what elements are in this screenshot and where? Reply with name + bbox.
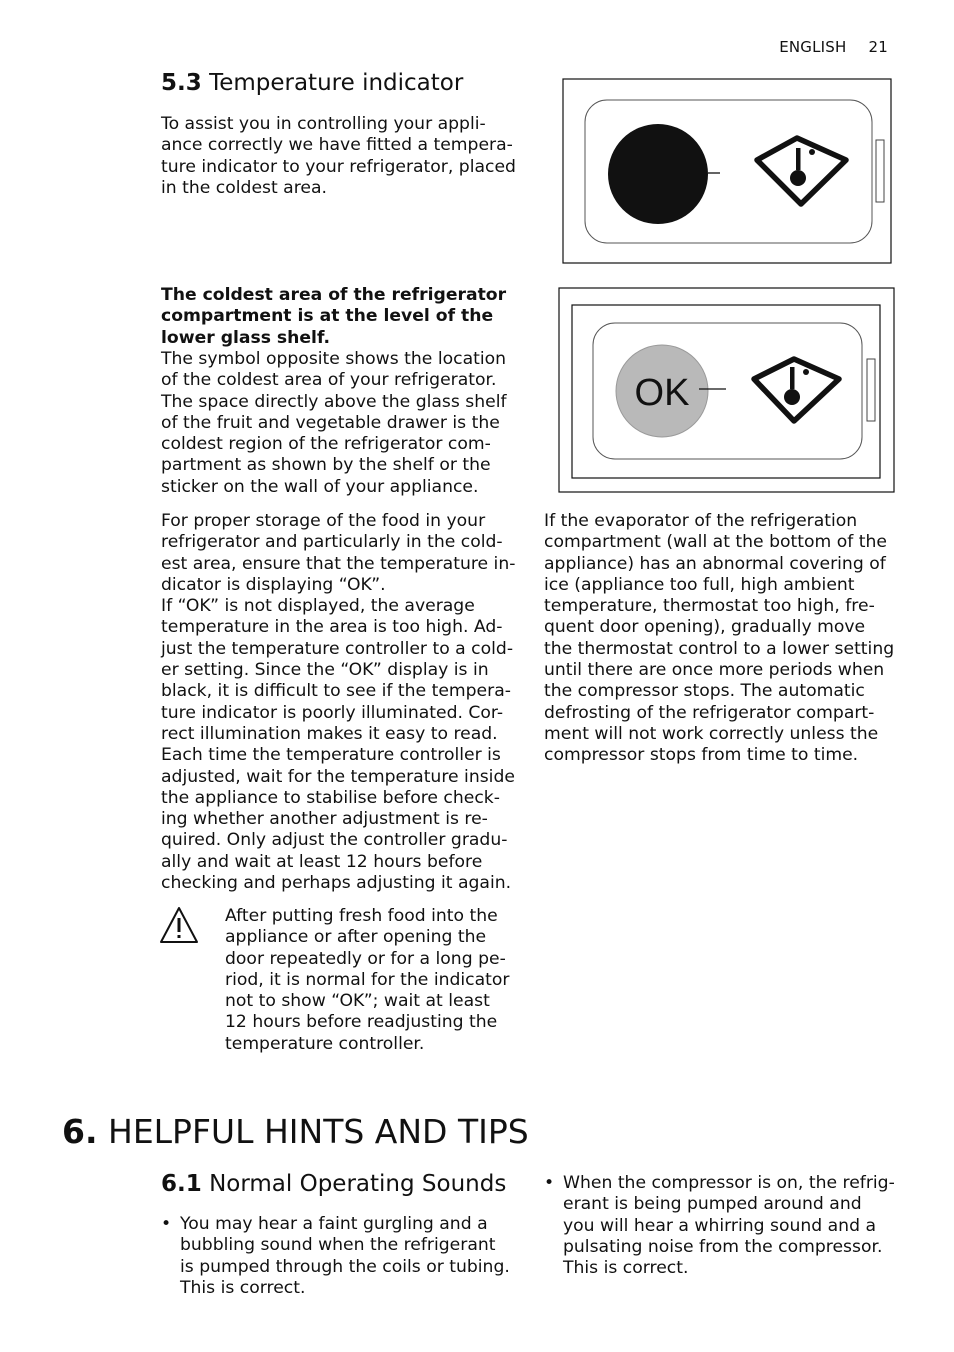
indicator-figure-dark — [562, 78, 892, 264]
page-header — [779, 38, 888, 56]
bullet-symbol: • — [161, 1214, 172, 1234]
indicator-dark-circle — [608, 124, 708, 224]
section-heading-6-1 — [161, 1171, 519, 1197]
sounds-list-left — [161, 1214, 519, 1299]
list-item — [544, 1173, 904, 1279]
indicator-figure-ok — [558, 287, 895, 493]
bullet-text: When the compressor is on, the refrig- erant is being pumped around and you will hear a whirring sound and a pulsating noise from the compressor. This is correct. — [563, 1173, 895, 1279]
chapter-heading-6 — [62, 1112, 529, 1151]
warning-triangle-icon — [158, 905, 200, 945]
section-title: Temperature indicator — [209, 70, 464, 96]
chapter-title: HELPFUL HINTS AND TIPS — [108, 1112, 529, 1151]
chapter-number: 6. — [62, 1112, 98, 1151]
bullet-symbol: • — [544, 1173, 555, 1193]
bold-note: The coldest area of the refrigerator compartment is at the level of the lower glass shelf. — [161, 285, 507, 348]
bullet-text: You may hear a faint gurgling and a bubbling sound when the refrigerant is pumped through the coils or tubing. This is correct. — [180, 1214, 510, 1298]
section-title: Normal Operating Sounds — [209, 1171, 507, 1197]
section-heading-5-3 — [161, 70, 519, 96]
indicator-ok-label: OK — [634, 372, 690, 414]
symbol-paragraph: The symbol opposite shows the location of the coldest area of your refrigerator. The space directly above the glass shelf of the fruit and vegetable drawer is the coldest region of the refrigerator com- partment as shown by the shelf or the sticker on the wall of your appliance. — [161, 349, 507, 497]
sounds-list-right — [544, 1173, 904, 1279]
list-item — [161, 1214, 519, 1299]
evaporator-paragraph: If the evaporator of the refrigeration compartment (wall at the bottom of the appliance) has an abnormal covering of ice (appliance too full, high ambient temperature, thermostat too high, fre- quent door opening), gradually move the thermostat control to a lower setting until there are once more periods when the compressor stops. The automatic defrosting of the refrigerator compart- ment will not work correctly unless the compressor stops from time to time. — [544, 511, 895, 766]
warning-paragraph: After putting fresh food into the appliance or after opening the door repeatedly or for a long pe- riod, it is normal for the indicator not to show “OK”; wait at least 12 hours before readjusting the temperature controller. — [225, 906, 510, 1054]
header-language: ENGLISH — [779, 38, 847, 56]
storage-paragraph: For proper storage of the food in your refrigerator and particularly in the cold- est area, ensure that the temperature in- dicator is displaying “OK”. If “OK” is not displayed, the average temperature in the area is too high. Ad- just the temperature controller to a cold- er setting. Since the “OK” display is in black, it is difficult to see if the tempera- ture indicator is poorly illuminated. Cor- rect illumination makes it easy to read. Each time the temperature controller is adjusted, wait for the temperature inside the appliance to stabilise before check- ing whether another adjustment is re- quired. Only adjust the controller gradu- ally and wait at least 12 hours before checking and perhaps adjusting it again. — [161, 511, 516, 894]
section-number: 6.1 — [161, 1171, 202, 1197]
intro-paragraph: To assist you in controlling your appli- ance correctly we have fitted a tempera- ture indicator to your refrigerator, placed in the coldest area. — [161, 114, 516, 198]
section-number: 5.3 — [161, 70, 202, 96]
page-number: 21 — [868, 38, 888, 56]
